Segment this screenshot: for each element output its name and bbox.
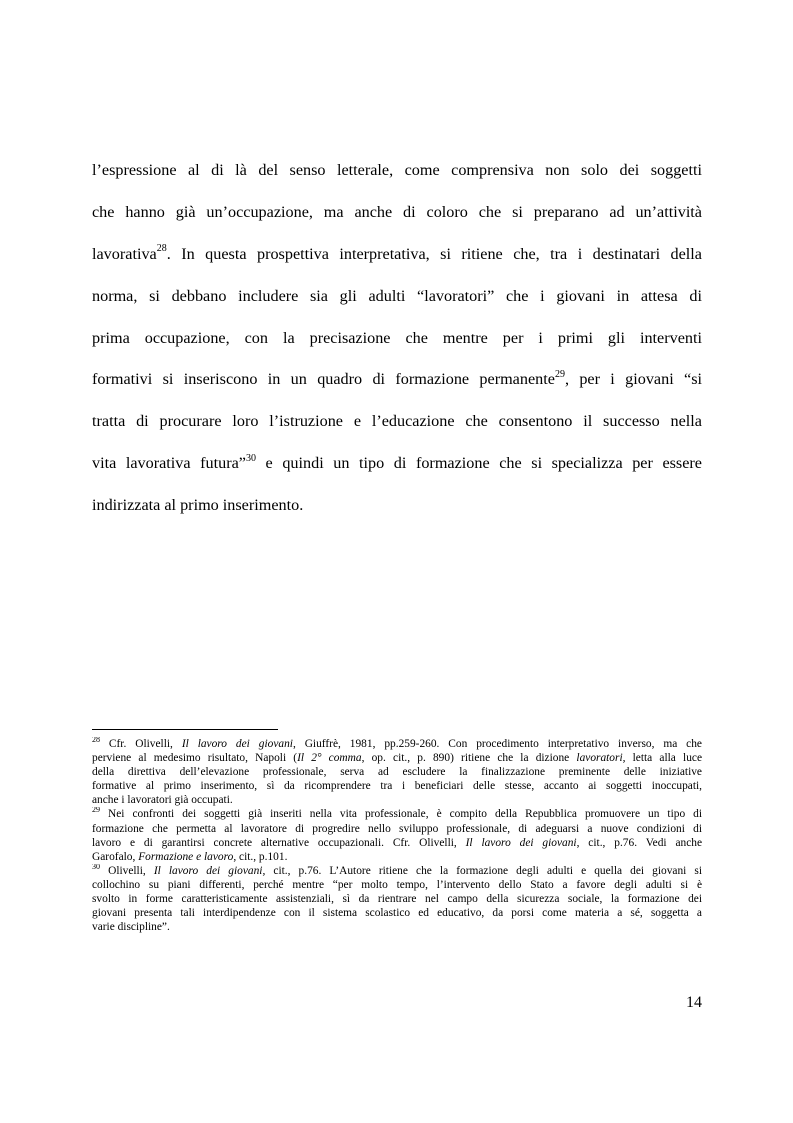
body-paragraph (92, 150, 702, 527)
body-line: norma, si debbano includere sia gli adulti “lavoratori” che i giovani in attesa di (92, 286, 702, 305)
body-line: prima occupazione, con la precisazione che mentre per i primi gli interventi (92, 328, 702, 347)
body-line: vita lavorativa futura”$^{30}$ e quindi un tipo di formazione che si specializza per essere (92, 452, 702, 473)
footnote-28-line: formative al primo inserimento, sì da ricomprendere tra i beneficiari delle stesse, accanto ai soggetti inoccupati, (92, 780, 702, 793)
footnote-ref-28[interactable]: 28 (156, 243, 167, 255)
body-line: l’espressione al di là del senso letterale, come comprensiva non solo dei soggetti (92, 161, 702, 179)
footnote-30-line: $^{30}$ Olivelli, Il lavoro dei giovani, cit., p.76. L’Autore ritiene che la formazione degli adulti e quella dei giovani si (92, 863, 702, 877)
footnote-28-line: $^{28}$ Cfr. Olivelli, Il lavoro dei giovani, Giuffrè, 1981, pp.259-260. Con procedimento interpretativo inverso, ma che (92, 737, 702, 750)
body-line: che hanno già un’occupazione, ma anche di coloro che si preparano ad un’attività (92, 202, 702, 221)
footnote-30-line: svolto in forme caratteristicamente assistenziali, sì da rientrare nel campo della sicurezza sociale, la formazione dei (92, 893, 702, 906)
body-line: tratta di procurare loro l’istruzione e l’educazione che consentono il successo nella (92, 412, 702, 431)
footnote-28-line: anche i lavoratori già occupati. (92, 794, 233, 807)
footnote-ref-29[interactable]: 29 (554, 369, 565, 381)
footnote-29-line: Garofalo, Formazione e lavoro, cit., p.101. (92, 850, 288, 863)
footnote-30-line: varie discipline”. (92, 921, 170, 934)
page-number: 14 (686, 994, 702, 1011)
footnote-ref-30[interactable]: 30 (245, 452, 256, 464)
footnote-30-line: giovani presenta tali interdipendenze con il sistema scolastico ed educativo, da porsi come materia a sé, soggetta a (92, 907, 702, 920)
footnote-29-line: formazione che permetta al lavoratore di progredire nello sviluppo professionale, di adeguarsi a nuove condizioni di (92, 822, 702, 835)
body-line: indirizzata al primo inserimento. (92, 496, 304, 515)
footnote-separator (92, 729, 278, 730)
footnotes (92, 737, 702, 934)
footnote-29-line: lavoro e di garantirsi concrete alternative occupazionali. Cfr. Olivelli, Il lavoro dei giovani, cit., p.76. Vedi anche (92, 836, 702, 849)
footnote-29-line: $^{29}$ Nei confronti dei soggetti già inseriti nella vita professionale, è compito della Repubblica promuovere un tipo di (92, 807, 702, 821)
footnote-28-line: perviene al medesimo risultato, Napoli (Il 2° comma, op. cit., p. 890) ritiene che la dizione lavoratori, letta alla luce (92, 752, 702, 765)
footnote-28-line: della direttiva dell’elevazione professionale, serva ad escludere la finalizzazione preminente delle iniziative (92, 766, 702, 779)
footnote-30-line: collochino su piani differenti, perché mentre “per molto tempo, l’intervento dello Stato a favore degli adulti si è (92, 878, 702, 891)
body-line: lavorativa$^{28}$. In questa prospettiva interpretativa, si ritiene che, tra i destinatari della (92, 243, 702, 263)
body-line: formativi si inseriscono in un quadro di formazione permanente$^{29}$, per i giovani “si (92, 369, 702, 389)
